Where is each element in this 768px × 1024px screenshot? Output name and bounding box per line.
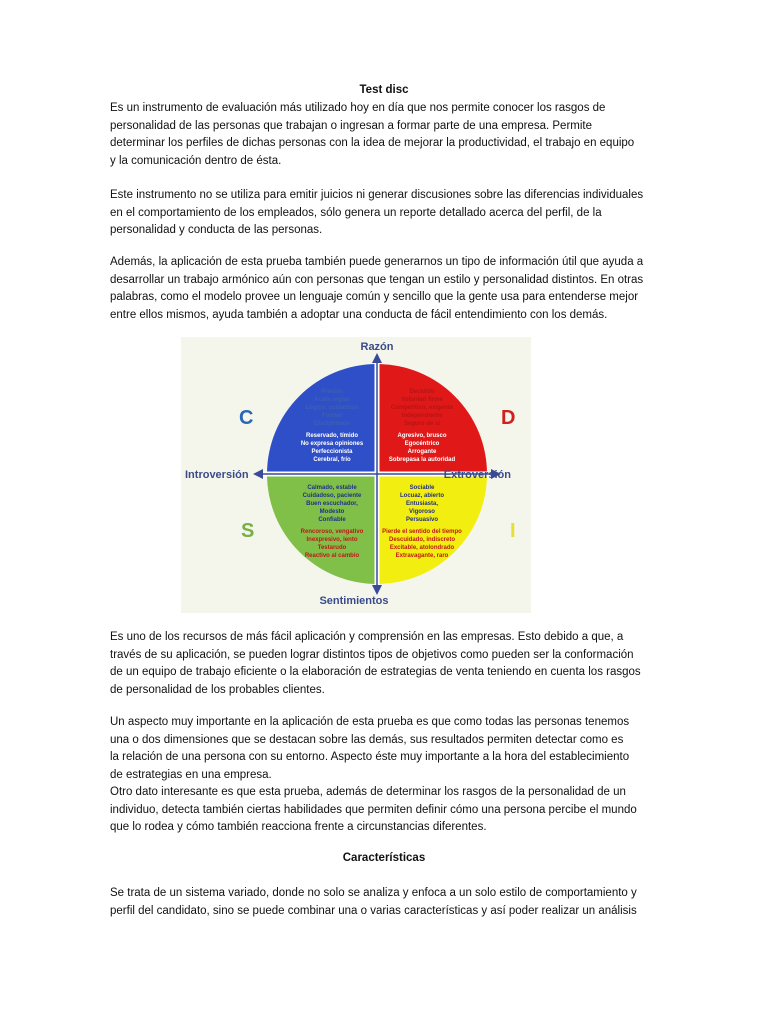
- quadrant-s-trait: Reactivo al cambio: [304, 553, 360, 559]
- quadrant-d-trait: Egocéntrico: [404, 441, 440, 447]
- quadrant-d-trait: Voluntad firme: [401, 397, 443, 403]
- quadrant-d-trait: Seguro de sí: [403, 421, 441, 427]
- paragraph-6: [110, 885, 658, 920]
- text-line: perfil del candidato, sino se puede combinar una o varias características y así poder realizar un análisis: [110, 904, 637, 917]
- arrow-up-icon: [372, 353, 382, 363]
- text-line: una o dos dimensiones que se destacan sobre las demás, sus resultados permiten detectar como es: [110, 733, 624, 746]
- quadrant-s-trait: Confiable: [318, 517, 346, 523]
- quadrant-i-trait: Extravagante, raro: [395, 553, 449, 559]
- text-line: individuo, detecta también ciertas habilidades que permiten definir cómo una persona percibe el mundo: [110, 803, 637, 816]
- text-line: entre ellos mismos, ayuda también a adoptar una conducta de fácil entendimiento con los demás.: [110, 308, 608, 321]
- quadrant-s-trait: Inexpresivo, lento: [306, 537, 358, 543]
- paragraph-5: [110, 714, 658, 837]
- quadrant-c-trait: Reservado, tímido: [305, 433, 359, 439]
- text-line: desarrollar un trabajo armónico aún con personas que tengan un estilo y personalidad distintos. En otras: [110, 273, 644, 286]
- quadrant-d-trait: Agresivo, brusco: [397, 433, 447, 439]
- paragraph-2: [110, 187, 658, 240]
- quadrant-c-trait: Preciso: [321, 389, 343, 395]
- section-subtitle: Características: [342, 852, 426, 864]
- quadrant-s-trait: Cuidadoso, paciente: [302, 493, 362, 499]
- quadrant-d-trait: Sobrepasa la autoridad: [388, 457, 456, 463]
- quadrant-d-trait: Decidido: [409, 389, 435, 395]
- arrow-left-icon: [253, 469, 263, 479]
- letter-c: C: [239, 407, 254, 429]
- letter-i: I: [510, 520, 516, 542]
- axis-label-bottom: Sentimientos: [319, 595, 389, 607]
- text-line: través de su aplicación, se pueden lograr distintos tipos de objetivos como pueden ser la conformación: [110, 648, 634, 661]
- quadrant-i-trait: Pierde el sentido del tiempo: [382, 529, 462, 535]
- quadrant-c-trait: Formal: [321, 413, 343, 419]
- paragraph-1: [110, 100, 658, 170]
- quadrant-c-trait: Cerebral, frío: [313, 457, 351, 463]
- quadrant-c-trait: Acata reglas: [314, 397, 350, 403]
- quadrant-c-trait: Perfeccionista: [311, 449, 353, 455]
- paragraph-3: [110, 254, 658, 324]
- text-line: determinar los perfiles de dichas personas con la idea de mejorar la productividad, el trabajo en equipo: [110, 137, 635, 149]
- quadrant-i-trait: Locuaz, abierto: [399, 493, 445, 499]
- text-line: de personalidad de los probables clientes.: [110, 683, 325, 696]
- text-line: palabras, como el modelo provee un lenguaje común y sencillo que la gente usa para entenderse mejor: [110, 291, 639, 303]
- text-line: Es un instrumento de evaluación más utilizado hoy en día que nos permite conocer los rasgos de: [110, 102, 606, 114]
- quadrant-i-trait: Persuasivo: [405, 517, 439, 523]
- quadrant-s-trait: Calmado, estable: [307, 485, 357, 491]
- text-line: Se trata de un sistema variado, donde no solo se analiza y enfoca a un solo estilo de comportamiento y: [110, 887, 637, 899]
- quadrant-s-trait: Buen escuchador,: [306, 501, 358, 507]
- text-line: Otro dato interesante es que esta prueba, además de determinar los rasgos de la personalidad de un: [110, 786, 626, 798]
- axis-label-top: Razón: [360, 341, 394, 353]
- text-line: de un equipo de trabajo eficiente o la elaboración de estrategias de venta teniendo en cuenta los rasgos: [110, 666, 641, 678]
- text-line: personalidad de las personas que trabajan o ingresan a formar parte de una empresa. Permite: [110, 119, 593, 132]
- text-line: que lo rodea y cómo también reacciona frente a circunstancias diferentes.: [110, 821, 487, 833]
- quadrant-i-trait: Excitable, atolondrado: [389, 545, 455, 551]
- quadrant-i-trait: Descuidado, indiscreto: [388, 537, 456, 543]
- quadrant-s-trait: Testarudo: [317, 545, 347, 551]
- quadrant-i-trait: Vigoroso: [409, 509, 435, 515]
- text-line: Es uno de los recursos de más fácil aplicación y comprensión en las empresas. Esto debido a que, a: [110, 631, 624, 643]
- quadrant-i-trait: Sociable: [409, 485, 435, 491]
- document-title: Test disc: [359, 84, 409, 96]
- letter-s: S: [241, 520, 255, 542]
- quadrant-s-trait: Modesto: [319, 509, 345, 515]
- arrow-down-icon: [372, 585, 382, 595]
- text-line: Un aspecto muy importante en la aplicación de esta prueba es que como todas las personas tenemos: [110, 716, 630, 728]
- axis-label-right: Extroversión: [443, 469, 511, 481]
- quadrant-d-trait: Arrogante: [407, 449, 437, 455]
- quadrant-i-trait: Entusiasta,: [405, 501, 439, 507]
- quadrant-d-trait: Competitivo, exigente: [390, 405, 454, 411]
- letter-d: D: [501, 407, 516, 429]
- quadrant-c-trait: Lógico, cuidadoso: [305, 405, 359, 411]
- text-line: y la comunicación dentro de ésta.: [110, 154, 282, 167]
- axis-label-left: Introversión: [185, 469, 249, 481]
- text-line: Este instrumento no se utiliza para emitir juicios ni generar discusiones sobre las diferencias individuales: [110, 189, 644, 201]
- text-line: la relación de una persona con su entorno. Aspecto éste muy importante a la hora del establecimiento: [110, 751, 630, 763]
- quadrant-c-trait: Disciplinado: [314, 421, 350, 427]
- text-line: personalidad y conducta de las personas.: [110, 224, 323, 236]
- quadrant-s-trait: Rencoroso, vengativo: [300, 529, 364, 535]
- quadrant-c-trait: No expresa opiniones: [300, 441, 364, 447]
- disc-diagram: [181, 337, 531, 613]
- paragraph-4: [110, 629, 658, 699]
- quadrant-d-trait: Independiente: [401, 413, 443, 419]
- text-line: de estrategias en una empresa.: [110, 768, 272, 781]
- text-line: en el comportamiento de los empleados, sólo genera un reporte detallado acerca del perfil, de la: [110, 206, 602, 219]
- text-line: Además, la aplicación de esta prueba también puede generarnos un tipo de información útil que ayuda a: [110, 256, 644, 268]
